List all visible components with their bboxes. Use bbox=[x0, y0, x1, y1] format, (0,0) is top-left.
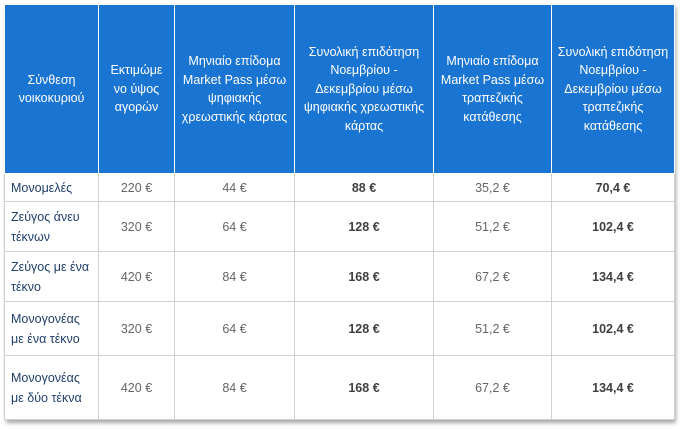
monthly-card-cell: 64 € bbox=[175, 302, 295, 356]
header-estimated-purchases: Εκτιμώμε νο ύψος αγορών bbox=[99, 5, 175, 174]
header-total-card: Συνολική επιδότηση Νοεμβρίου - Δεκεμβρίου μέσω ψηφιακής χρεωστικής κάρτας bbox=[295, 5, 434, 174]
header-row bbox=[5, 5, 675, 174]
purchases-cell: 420 € bbox=[99, 252, 175, 302]
monthly-deposit-cell: 67,2 € bbox=[434, 252, 552, 302]
monthly-deposit-cell: 51,2 € bbox=[434, 302, 552, 356]
monthly-deposit-cell: 67,2 € bbox=[434, 356, 552, 420]
monthly-card-cell: 44 € bbox=[175, 174, 295, 202]
purchases-cell: 320 € bbox=[99, 302, 175, 356]
monthly-card-cell: 64 € bbox=[175, 202, 295, 252]
header-monthly-deposit: Μηνιαίο επίδομα Market Pass μέσω τραπεζικής κατάθεσης bbox=[434, 5, 552, 174]
monthly-deposit-cell: 51,2 € bbox=[434, 202, 552, 252]
total-card-cell: 128 € bbox=[295, 302, 434, 356]
purchases-cell: 220 € bbox=[99, 174, 175, 202]
header-monthly-card: Μηνιαίο επίδομα Market Pass μέσω ψηφιακής χρεωστικής κάρτας bbox=[175, 5, 295, 174]
header-household: Σύνθεση νοικοκυριού bbox=[5, 5, 99, 174]
household-cell: Μονογονέας με δύο τέκνα bbox=[5, 356, 99, 420]
table-row bbox=[5, 174, 675, 202]
total-deposit-cell: 102,4 € bbox=[552, 202, 675, 252]
household-cell: Μονομελές bbox=[5, 174, 99, 202]
household-cell: Ζεύγος με ένα τέκνο bbox=[5, 252, 99, 302]
total-card-cell: 168 € bbox=[295, 252, 434, 302]
total-deposit-cell: 102,4 € bbox=[552, 302, 675, 356]
total-deposit-cell: 134,4 € bbox=[552, 252, 675, 302]
total-card-cell: 88 € bbox=[295, 174, 434, 202]
purchases-cell: 320 € bbox=[99, 202, 175, 252]
household-cell: Μονογονέας με ένα τέκνο bbox=[5, 302, 99, 356]
table-row bbox=[5, 252, 675, 302]
header-total-deposit: Συνολική επιδότηση Νοεμβρίου - Δεκεμβρίου μέσω τραπεζικής κατάθεσης bbox=[552, 5, 675, 174]
table-row bbox=[5, 356, 675, 420]
total-card-cell: 128 € bbox=[295, 202, 434, 252]
subsidy-table-container bbox=[4, 4, 674, 420]
monthly-card-cell: 84 € bbox=[175, 356, 295, 420]
table-row bbox=[5, 202, 675, 252]
household-cell: Ζεύγος άνευ τέκνων bbox=[5, 202, 99, 252]
total-deposit-cell: 70,4 € bbox=[552, 174, 675, 202]
total-card-cell: 168 € bbox=[295, 356, 434, 420]
purchases-cell: 420 € bbox=[99, 356, 175, 420]
monthly-card-cell: 84 € bbox=[175, 252, 295, 302]
total-deposit-cell: 134,4 € bbox=[552, 356, 675, 420]
table-row bbox=[5, 302, 675, 356]
subsidy-table bbox=[4, 4, 675, 420]
monthly-deposit-cell: 35,2 € bbox=[434, 174, 552, 202]
